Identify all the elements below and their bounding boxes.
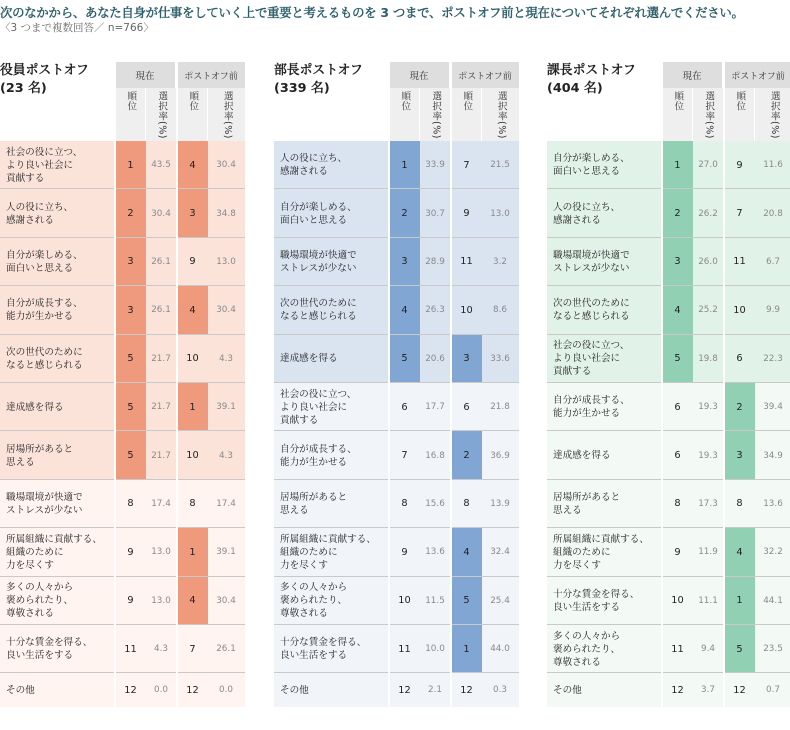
rate-subheader — [146, 88, 176, 141]
subheader-text: 順位 — [734, 91, 746, 111]
rate-before: 23.5 — [763, 644, 783, 655]
row-label: 次の世代のために なると感じられる — [280, 298, 357, 323]
row-label: 次の世代のために なると感じられる — [553, 298, 630, 323]
row-label: 十分な賃金を得る、 良い生活をする — [6, 637, 93, 662]
table-row — [0, 335, 245, 383]
table-row — [547, 431, 790, 479]
rate-before: 22.3 — [763, 353, 783, 364]
rate-current: 33.9 — [425, 160, 445, 171]
rate-current: 30.7 — [425, 208, 445, 219]
column-divider — [723, 62, 725, 707]
rank-before: 11 — [733, 256, 746, 268]
panel-title: 役員ポストオフ (23 名) — [0, 63, 89, 96]
rank-before: 4 — [736, 546, 743, 558]
rank-before: 10 — [733, 304, 746, 316]
column-divider — [176, 62, 178, 707]
rank-current: 6 — [674, 450, 681, 462]
row-label: 多くの人々から 褒められたり、 尊敬される — [553, 630, 621, 668]
rank-current: 2 — [401, 208, 408, 220]
rank-before: 2 — [736, 401, 743, 413]
rate-before: 13.0 — [216, 256, 236, 267]
column-header-before: ポストオフ前 — [724, 62, 790, 88]
rank-current: 7 — [401, 450, 408, 462]
rate-before: 26.1 — [216, 644, 236, 655]
row-label: 所属組織に貢献する、 組織のために 力を尽くす — [553, 533, 649, 571]
rank-before: 7 — [189, 643, 196, 655]
rate-before: 11.6 — [763, 160, 783, 171]
rank-before: 12 — [186, 684, 199, 696]
rank-before: 8 — [189, 498, 196, 510]
table-row — [547, 238, 790, 286]
rank-current: 9 — [127, 595, 134, 607]
subheader-text: 順位 — [461, 91, 473, 111]
row-label: その他 — [553, 684, 582, 696]
rank-subheader — [389, 88, 419, 141]
rank-subheader — [177, 88, 207, 141]
row-label: 職場環境が快適で ストレスが少ない — [6, 491, 83, 516]
rank-current: 4 — [674, 304, 681, 316]
rank-current: 8 — [674, 498, 681, 510]
rate-before: 0.0 — [219, 685, 233, 696]
rank-current: 8 — [127, 498, 134, 510]
row-label: 次の世代のために なると感じられる — [6, 346, 83, 371]
rate-current: 2.1 — [428, 685, 442, 696]
rank-before: 12 — [460, 684, 473, 696]
rate-current: 26.3 — [425, 305, 445, 316]
rate-before: 39.1 — [216, 402, 236, 413]
rate-current: 17.4 — [151, 498, 171, 509]
rate-current: 19.8 — [698, 353, 718, 364]
rate-before: 13.6 — [763, 498, 783, 509]
subheader-text: 選択率(%) — [221, 91, 233, 139]
column-header-current: 現在 — [115, 62, 175, 88]
table-row-other — [0, 673, 245, 707]
row-label: 居場所があると 思える — [6, 443, 74, 468]
rate-before: 6.7 — [766, 256, 780, 267]
rate-before: 4.3 — [219, 450, 233, 461]
rate-current: 25.2 — [698, 305, 718, 316]
rate-current: 4.3 — [154, 644, 168, 655]
rank-current: 10 — [398, 595, 411, 607]
rank-before: 4 — [189, 595, 196, 607]
rate-current: 21.7 — [151, 353, 171, 364]
rate-before: 13.9 — [490, 498, 510, 509]
rank-current: 6 — [674, 401, 681, 413]
rate-before: 8.6 — [493, 305, 507, 316]
rank-before: 7 — [463, 159, 470, 171]
row-label: 社会の役に立つ、 より良い社会に 貢献する — [553, 340, 630, 378]
rate-current: 26.0 — [698, 256, 718, 267]
rate-before: 17.4 — [216, 498, 236, 509]
rate-current: 43.5 — [151, 160, 171, 171]
ranking-panel — [0, 62, 245, 716]
rate-before: 30.4 — [216, 595, 236, 606]
rank-before: 10 — [460, 304, 473, 316]
column-header-before: ポストオフ前 — [177, 62, 245, 88]
rank-before: 8 — [463, 498, 470, 510]
rate-before: 39.1 — [216, 547, 236, 558]
rank-before: 1 — [736, 595, 743, 607]
rate-before: 32.2 — [763, 547, 783, 558]
rate-current: 26.1 — [151, 305, 171, 316]
table-row — [547, 286, 790, 334]
row-label: 十分な賃金を得る、 良い生活をする — [280, 637, 367, 662]
rate-before: 44.0 — [490, 644, 510, 655]
rank-current: 2 — [127, 208, 134, 220]
table-row — [547, 480, 790, 528]
rate-subheader — [208, 88, 245, 141]
row-label: 職場環境が快適で ストレスが少ない — [280, 249, 357, 274]
subheader-text: 選択率(%) — [430, 91, 442, 139]
row-label: 職場環境が快適で ストレスが少ない — [553, 249, 630, 274]
column-divider — [114, 62, 116, 707]
table-row — [0, 286, 245, 334]
rank-current: 8 — [401, 498, 408, 510]
rank-current: 9 — [674, 546, 681, 558]
subheader-text: 順位 — [187, 91, 199, 111]
rank-before: 4 — [189, 159, 196, 171]
rate-current: 21.7 — [151, 402, 171, 413]
table-row — [547, 577, 790, 625]
rate-current: 27.0 — [698, 160, 718, 171]
column-divider — [661, 62, 663, 707]
rank-current: 3 — [401, 256, 408, 268]
rate-current: 0.0 — [154, 685, 168, 696]
rank-subheader — [724, 88, 754, 141]
rate-current: 13.6 — [425, 547, 445, 558]
rate-before: 25.4 — [490, 595, 510, 606]
rate-current: 19.3 — [698, 402, 718, 413]
panel-title: 部長ポストオフ (339 名) — [274, 63, 363, 96]
rate-before: 0.7 — [766, 685, 780, 696]
subheader-text: 順位 — [125, 91, 137, 111]
rate-subheader — [693, 88, 723, 141]
rate-subheader — [482, 88, 519, 141]
row-label: 人の役に立ち、 感謝される — [280, 153, 348, 178]
rank-before: 9 — [463, 208, 470, 220]
rate-current: 26.2 — [698, 208, 718, 219]
column-divider — [450, 62, 452, 707]
rank-current: 12 — [398, 684, 411, 696]
row-label: その他 — [280, 684, 309, 696]
rate-current: 3.7 — [701, 685, 715, 696]
rank-before: 1 — [463, 643, 470, 655]
table-row — [0, 431, 245, 479]
rate-current: 13.0 — [151, 547, 171, 558]
table-row — [274, 238, 519, 286]
rank-current: 9 — [127, 546, 134, 558]
row-label: 居場所があると 思える — [553, 491, 621, 516]
rank-before: 3 — [463, 353, 470, 365]
rank-before: 4 — [189, 304, 196, 316]
question-text: 次のなかから、あなた自身が仕事をしていく上で重要と考えるものを 3 つまで、ポストオフ前と現在についてそれぞれ選んでください。 — [0, 5, 744, 20]
rank-before: 2 — [463, 450, 470, 462]
rank-before: 11 — [460, 256, 473, 268]
rank-before: 10 — [186, 450, 199, 462]
rate-before: 44.1 — [763, 595, 783, 606]
sample-note: 〈3 つまで複数回答／ n=766〉 — [0, 22, 154, 34]
table-row — [547, 625, 790, 673]
rate-current: 11.5 — [425, 595, 445, 606]
table-row — [0, 189, 245, 237]
rate-current: 15.6 — [425, 498, 445, 509]
rank-before: 10 — [186, 353, 199, 365]
rate-current: 30.4 — [151, 208, 171, 219]
rate-before: 13.0 — [490, 208, 510, 219]
row-label: 自分が楽しめる、 面白いと思える — [553, 153, 630, 178]
table-row-other — [274, 673, 519, 707]
table-row — [0, 528, 245, 576]
rank-before: 4 — [463, 546, 470, 558]
table-row — [0, 480, 245, 528]
rank-subheader — [115, 88, 145, 141]
rank-current: 5 — [127, 353, 134, 365]
rate-current: 19.3 — [698, 450, 718, 461]
ranking-panel — [547, 62, 790, 716]
table-row — [274, 286, 519, 334]
row-label: 多くの人々から 褒められたり、 尊敬される — [6, 582, 74, 620]
rank-before: 5 — [463, 595, 470, 607]
rate-current: 9.4 — [701, 644, 715, 655]
subheader-text: 選択率(%) — [156, 91, 168, 139]
row-label: 社会の役に立つ、 より良い社会に 貢献する — [280, 388, 357, 426]
row-label: 自分が楽しめる、 面白いと思える — [6, 249, 83, 274]
table-row — [274, 625, 519, 673]
table-row — [274, 141, 519, 189]
rate-subheader — [420, 88, 450, 141]
rate-before: 9.9 — [766, 305, 780, 316]
subheader-text: 順位 — [399, 91, 411, 111]
rank-before: 1 — [189, 546, 196, 558]
table-row — [0, 625, 245, 673]
rank-before: 9 — [189, 256, 196, 268]
rate-before: 21.8 — [490, 402, 510, 413]
column-header-before: ポストオフ前 — [451, 62, 519, 88]
rank-current: 9 — [401, 546, 408, 558]
rate-before: 36.9 — [490, 450, 510, 461]
row-label: 達成感を得る — [553, 450, 611, 462]
rank-current: 3 — [127, 304, 134, 316]
rank-subheader — [662, 88, 692, 141]
rate-current: 21.7 — [151, 450, 171, 461]
table-row — [0, 577, 245, 625]
rank-before: 9 — [736, 159, 743, 171]
table-row — [0, 383, 245, 431]
rate-subheader — [755, 88, 790, 141]
rank-current: 11 — [398, 643, 411, 655]
rank-before: 5 — [736, 643, 743, 655]
rank-current: 12 — [671, 684, 684, 696]
row-label: 達成感を得る — [280, 353, 338, 365]
rank-current: 3 — [674, 256, 681, 268]
rate-before: 33.6 — [490, 353, 510, 364]
rank-current: 1 — [674, 159, 681, 171]
rank-subheader — [451, 88, 481, 141]
rate-current: 11.9 — [698, 547, 718, 558]
row-label: 所属組織に貢献する、 組織のために 力を尽くす — [280, 533, 376, 571]
table-row-other — [547, 673, 790, 707]
rate-current: 17.3 — [698, 498, 718, 509]
rank-before: 3 — [736, 450, 743, 462]
rate-before: 0.3 — [493, 685, 507, 696]
rank-before: 8 — [736, 498, 743, 510]
row-label: その他 — [6, 684, 35, 696]
table-row — [274, 189, 519, 237]
rate-current: 16.8 — [425, 450, 445, 461]
table-row — [547, 141, 790, 189]
rate-current: 11.1 — [698, 595, 718, 606]
table-row — [274, 480, 519, 528]
row-label: 十分な賃金を得る、 良い生活をする — [553, 588, 640, 613]
rank-current: 6 — [401, 401, 408, 413]
subheader-text: 選択率(%) — [495, 91, 507, 139]
rate-before: 34.9 — [763, 450, 783, 461]
table-row — [274, 383, 519, 431]
row-label: 達成感を得る — [6, 401, 64, 413]
rank-current: 11 — [124, 643, 137, 655]
rate-before: 3.2 — [493, 256, 507, 267]
rate-current: 10.0 — [425, 644, 445, 655]
rank-current: 1 — [127, 159, 134, 171]
rank-before: 6 — [736, 353, 743, 365]
subheader-text: 選択率(%) — [703, 91, 715, 139]
rate-current: 28.9 — [425, 256, 445, 267]
table-row — [0, 141, 245, 189]
rate-current: 17.7 — [425, 402, 445, 413]
rate-before: 30.4 — [216, 160, 236, 171]
rank-current: 4 — [401, 304, 408, 316]
rate-current: 13.0 — [151, 595, 171, 606]
column-header-current: 現在 — [662, 62, 722, 88]
table-row — [274, 431, 519, 479]
table-row — [547, 189, 790, 237]
rank-current: 5 — [127, 401, 134, 413]
row-label: 人の役に立ち、 感謝される — [6, 201, 74, 226]
rank-current: 1 — [401, 159, 408, 171]
table-row — [274, 528, 519, 576]
rate-before: 30.4 — [216, 305, 236, 316]
table-row — [547, 383, 790, 431]
rank-current: 5 — [127, 450, 134, 462]
table-row — [547, 528, 790, 576]
rank-before: 6 — [463, 401, 470, 413]
rate-current: 20.6 — [425, 353, 445, 364]
rank-before: 12 — [733, 684, 746, 696]
rank-current: 11 — [671, 643, 684, 655]
subheader-text: 選択率(%) — [768, 91, 780, 139]
table-row — [0, 238, 245, 286]
row-label: 自分が楽しめる、 面白いと思える — [280, 201, 357, 226]
rank-current: 5 — [401, 353, 408, 365]
rate-before: 39.4 — [763, 402, 783, 413]
row-label: 自分が成長する、 能力が生かせる — [553, 395, 630, 420]
rank-before: 7 — [736, 208, 743, 220]
row-label: 人の役に立ち、 感謝される — [553, 201, 621, 226]
column-header-current: 現在 — [389, 62, 449, 88]
panel-title: 課長ポストオフ (404 名) — [547, 63, 636, 96]
rate-before: 32.4 — [490, 547, 510, 558]
rate-before: 21.5 — [490, 160, 510, 171]
rank-current: 12 — [124, 684, 137, 696]
rate-before: 4.3 — [219, 353, 233, 364]
row-label: 多くの人々から 褒められたり、 尊敬される — [280, 582, 348, 620]
column-divider — [388, 62, 390, 707]
row-label: 所属組織に貢献する、 組織のために 力を尽くす — [6, 533, 102, 571]
subheader-text: 順位 — [672, 91, 684, 111]
rate-current: 26.1 — [151, 256, 171, 267]
row-label: 自分が成長する、 能力が生かせる — [6, 298, 83, 323]
rank-current: 5 — [674, 353, 681, 365]
rank-current: 2 — [674, 208, 681, 220]
rank-before: 3 — [189, 208, 196, 220]
rank-current: 3 — [127, 256, 134, 268]
rank-current: 10 — [671, 595, 684, 607]
rank-before: 1 — [189, 401, 196, 413]
rate-before: 34.8 — [216, 208, 236, 219]
rate-before: 20.8 — [763, 208, 783, 219]
table-row — [547, 335, 790, 383]
row-label: 居場所があると 思える — [280, 491, 348, 516]
row-label: 自分が成長する、 能力が生かせる — [280, 443, 357, 468]
ranking-panel — [274, 62, 519, 716]
table-row — [274, 335, 519, 383]
table-row — [274, 577, 519, 625]
row-label: 社会の役に立つ、 より良い社会に 貢献する — [6, 146, 83, 184]
